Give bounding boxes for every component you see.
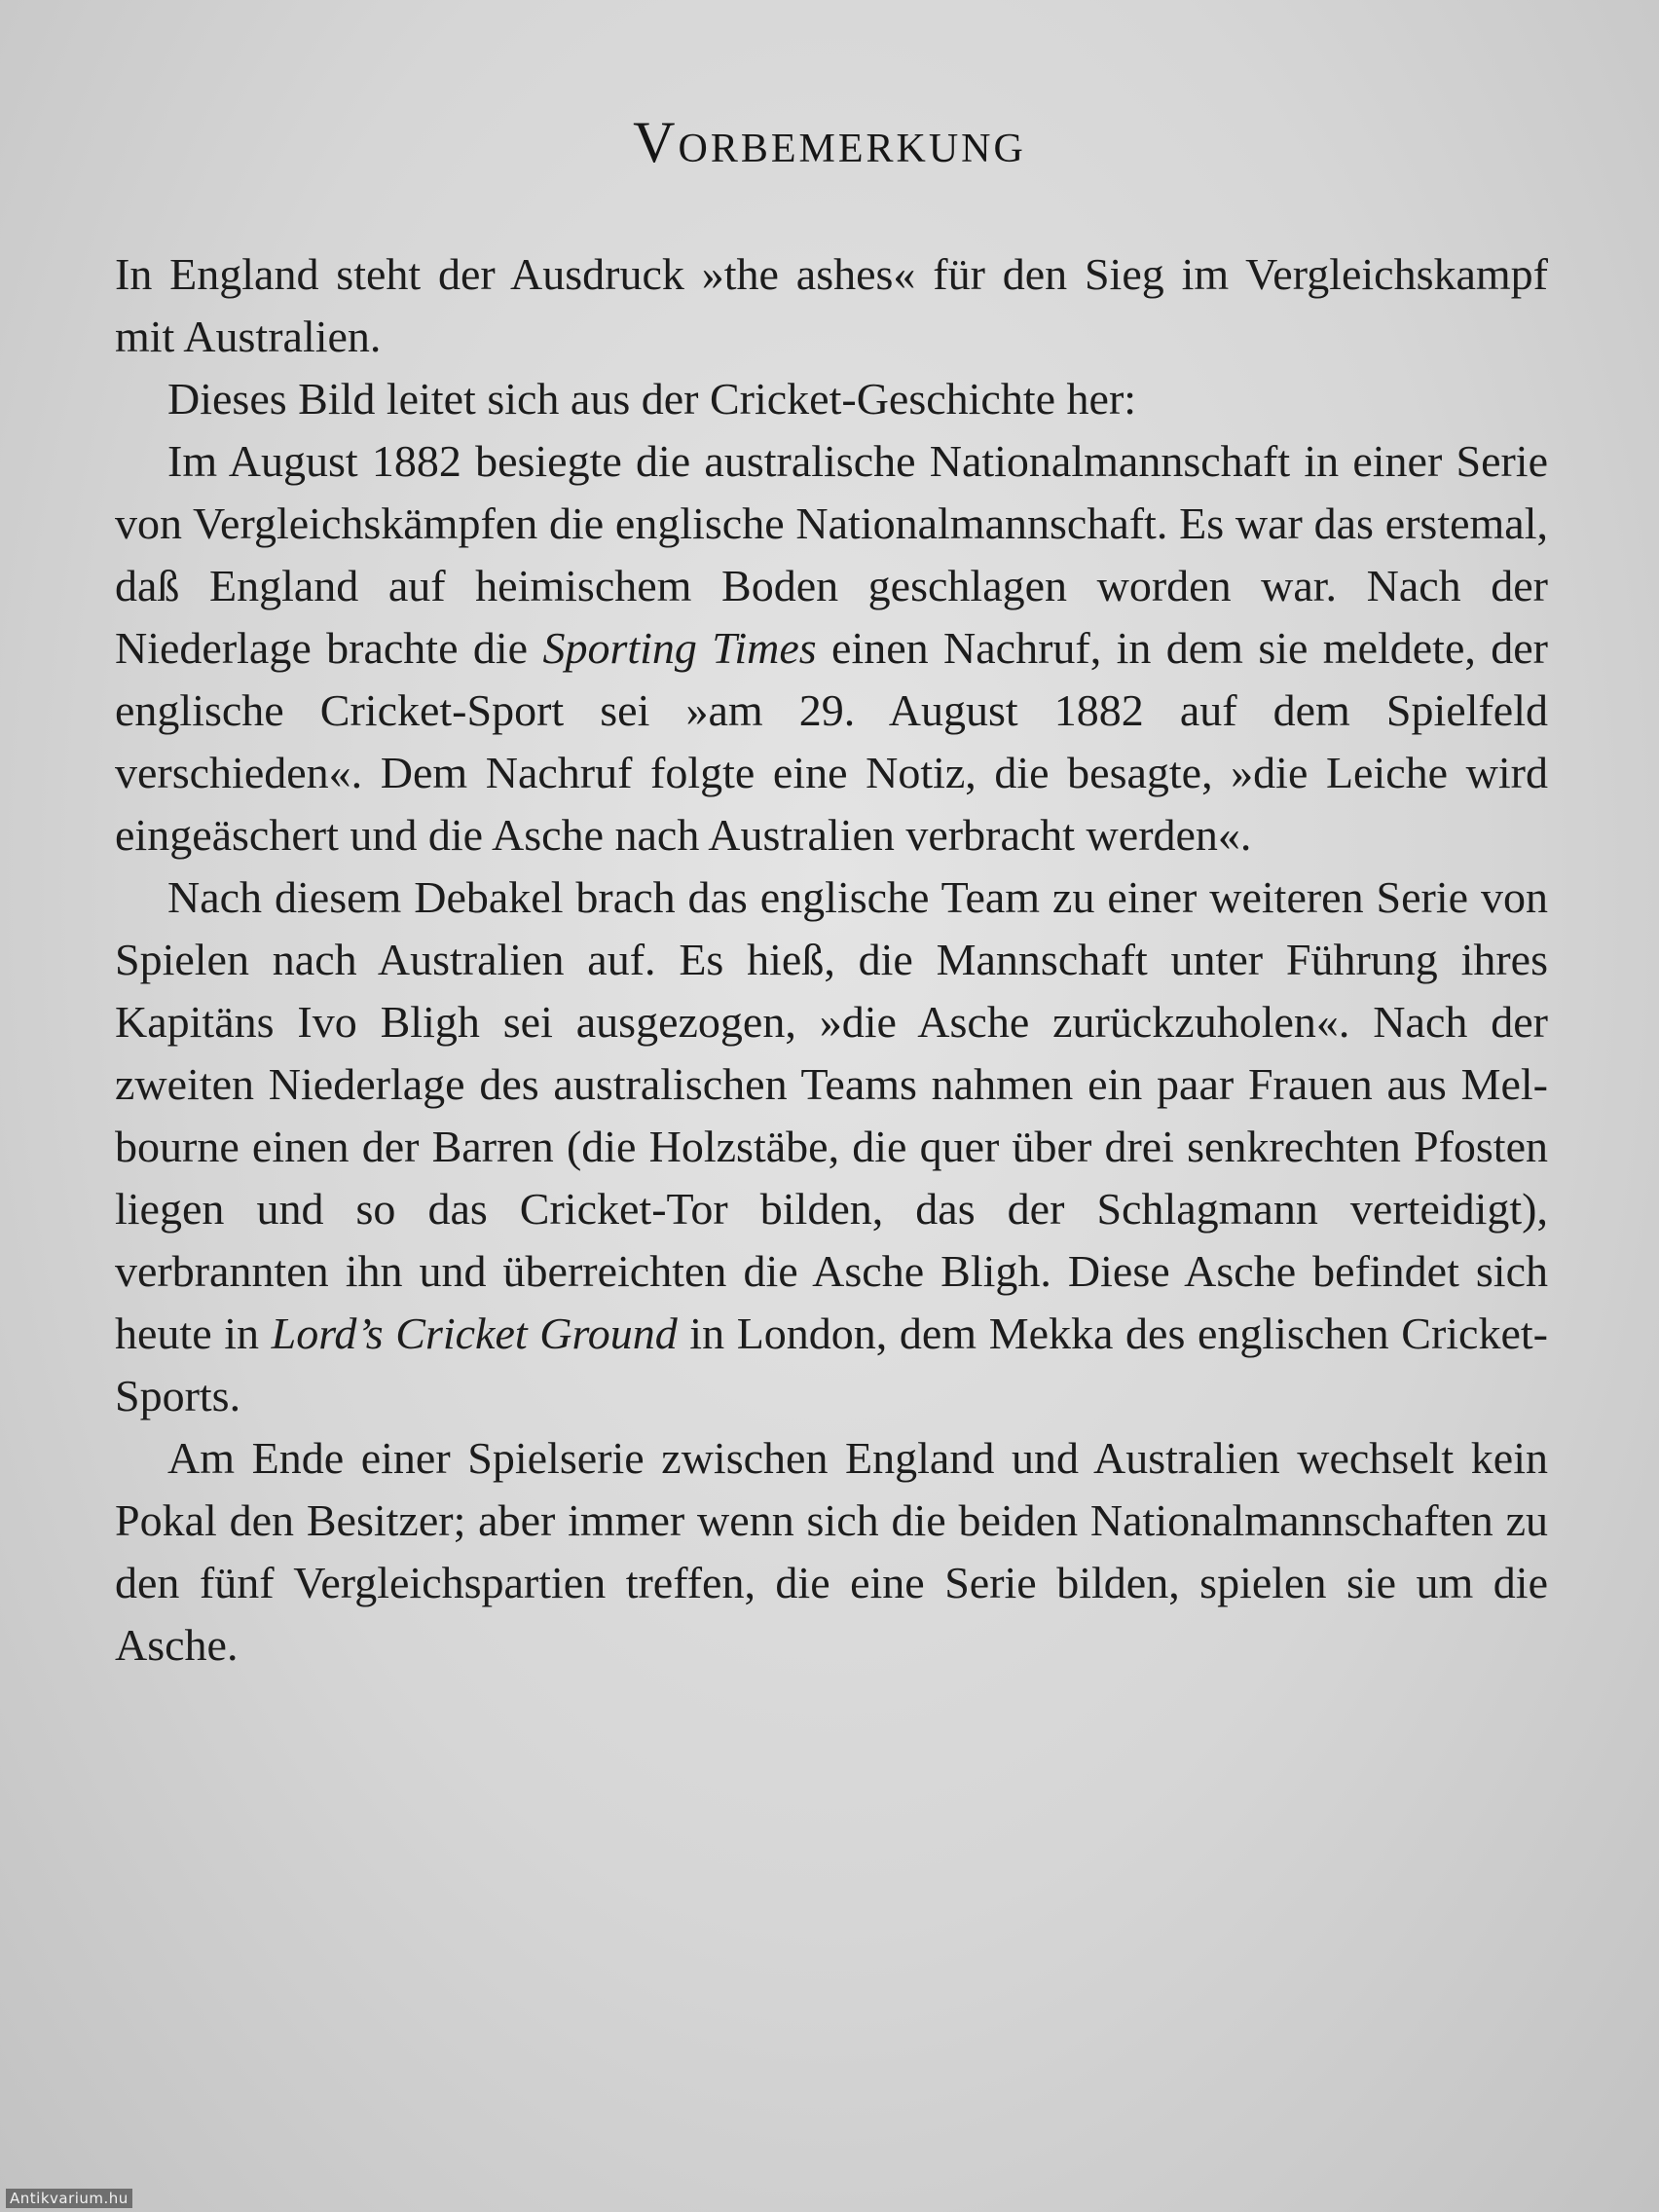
text-segment: Dieses Bild leitet sich aus der Cricket-Geschichte her: [167,374,1137,424]
text-segment: Am Ende einer Spielserie zwischen England und Australien wechselt kein Pokal den Besitzer; aber immer wenn sich die beiden Nationalmannschaften zu den fünf Vergleichspartien treffen, die eine Serie bilden, spielen sie um die Asche. [115,1433,1548,1670]
text-segment: Nach diesem Debakel brach das englische Team zu einer weiteren Serie von Spielen nach Australien auf. Es hieß, die Mannschaft unter Führung ihres Kapitäns Ivo Bligh sei ausgezogen, »die Asche zurückzuholen«. Nach der zweiten Niederlage des australischen Teams nahmen ein paar Frauen aus Melbourne einen der Barren (die Holzstäbe, die quer über drei senkrechten Pfosten liegen und so das Cricket-Tor bilden, das der Schlagmann verteidigt), verbrannten ihn und überreichten die Asche Bligh. Diese Asche befindet sich heute in [115,872,1548,1358]
paragraph-p1 [115,243,1548,368]
paragraph-p2 [115,368,1548,430]
paragraph-p3 [115,430,1548,866]
text-segment: in London, dem Mekka des englischen Cricket-Sports. [115,1309,1548,1420]
page-title: Vorbemerkung [633,110,1026,174]
text-segment: In England steht der Ausdruck »the ashes« für den Sieg im Vergleichskampf mit Australien. [115,249,1548,361]
text-segment: einen Nachruf, in dem sie meldete, der englische Cricket-Sport sei »am 29. August 1882 auf dem Spielfeld verschieden«. Dem Nachruf folgte eine Notiz, die besagte, »die Leiche wird eingeäschert und die Asche nach Australien verbracht werden«. [115,623,1548,860]
watermark: Antikvarium.hu [6,2189,132,2208]
text-segment: Im August 1882 besiegte die australische Nationalmannschaft in einer Serie von Vergleichskämpfen die englische Nationalmannschaft. Es war das erstemal, daß England auf heimischem Boden geschlagen worden war. Nach der Niederlage brachte die [115,436,1548,673]
paragraph-p5 [115,1427,1548,1677]
body-text [115,243,1548,1677]
italic-title: Lord’s Cricket Ground [271,1309,678,1358]
paragraph-p4 [115,866,1548,1427]
italic-title: Sporting Times [542,623,817,673]
